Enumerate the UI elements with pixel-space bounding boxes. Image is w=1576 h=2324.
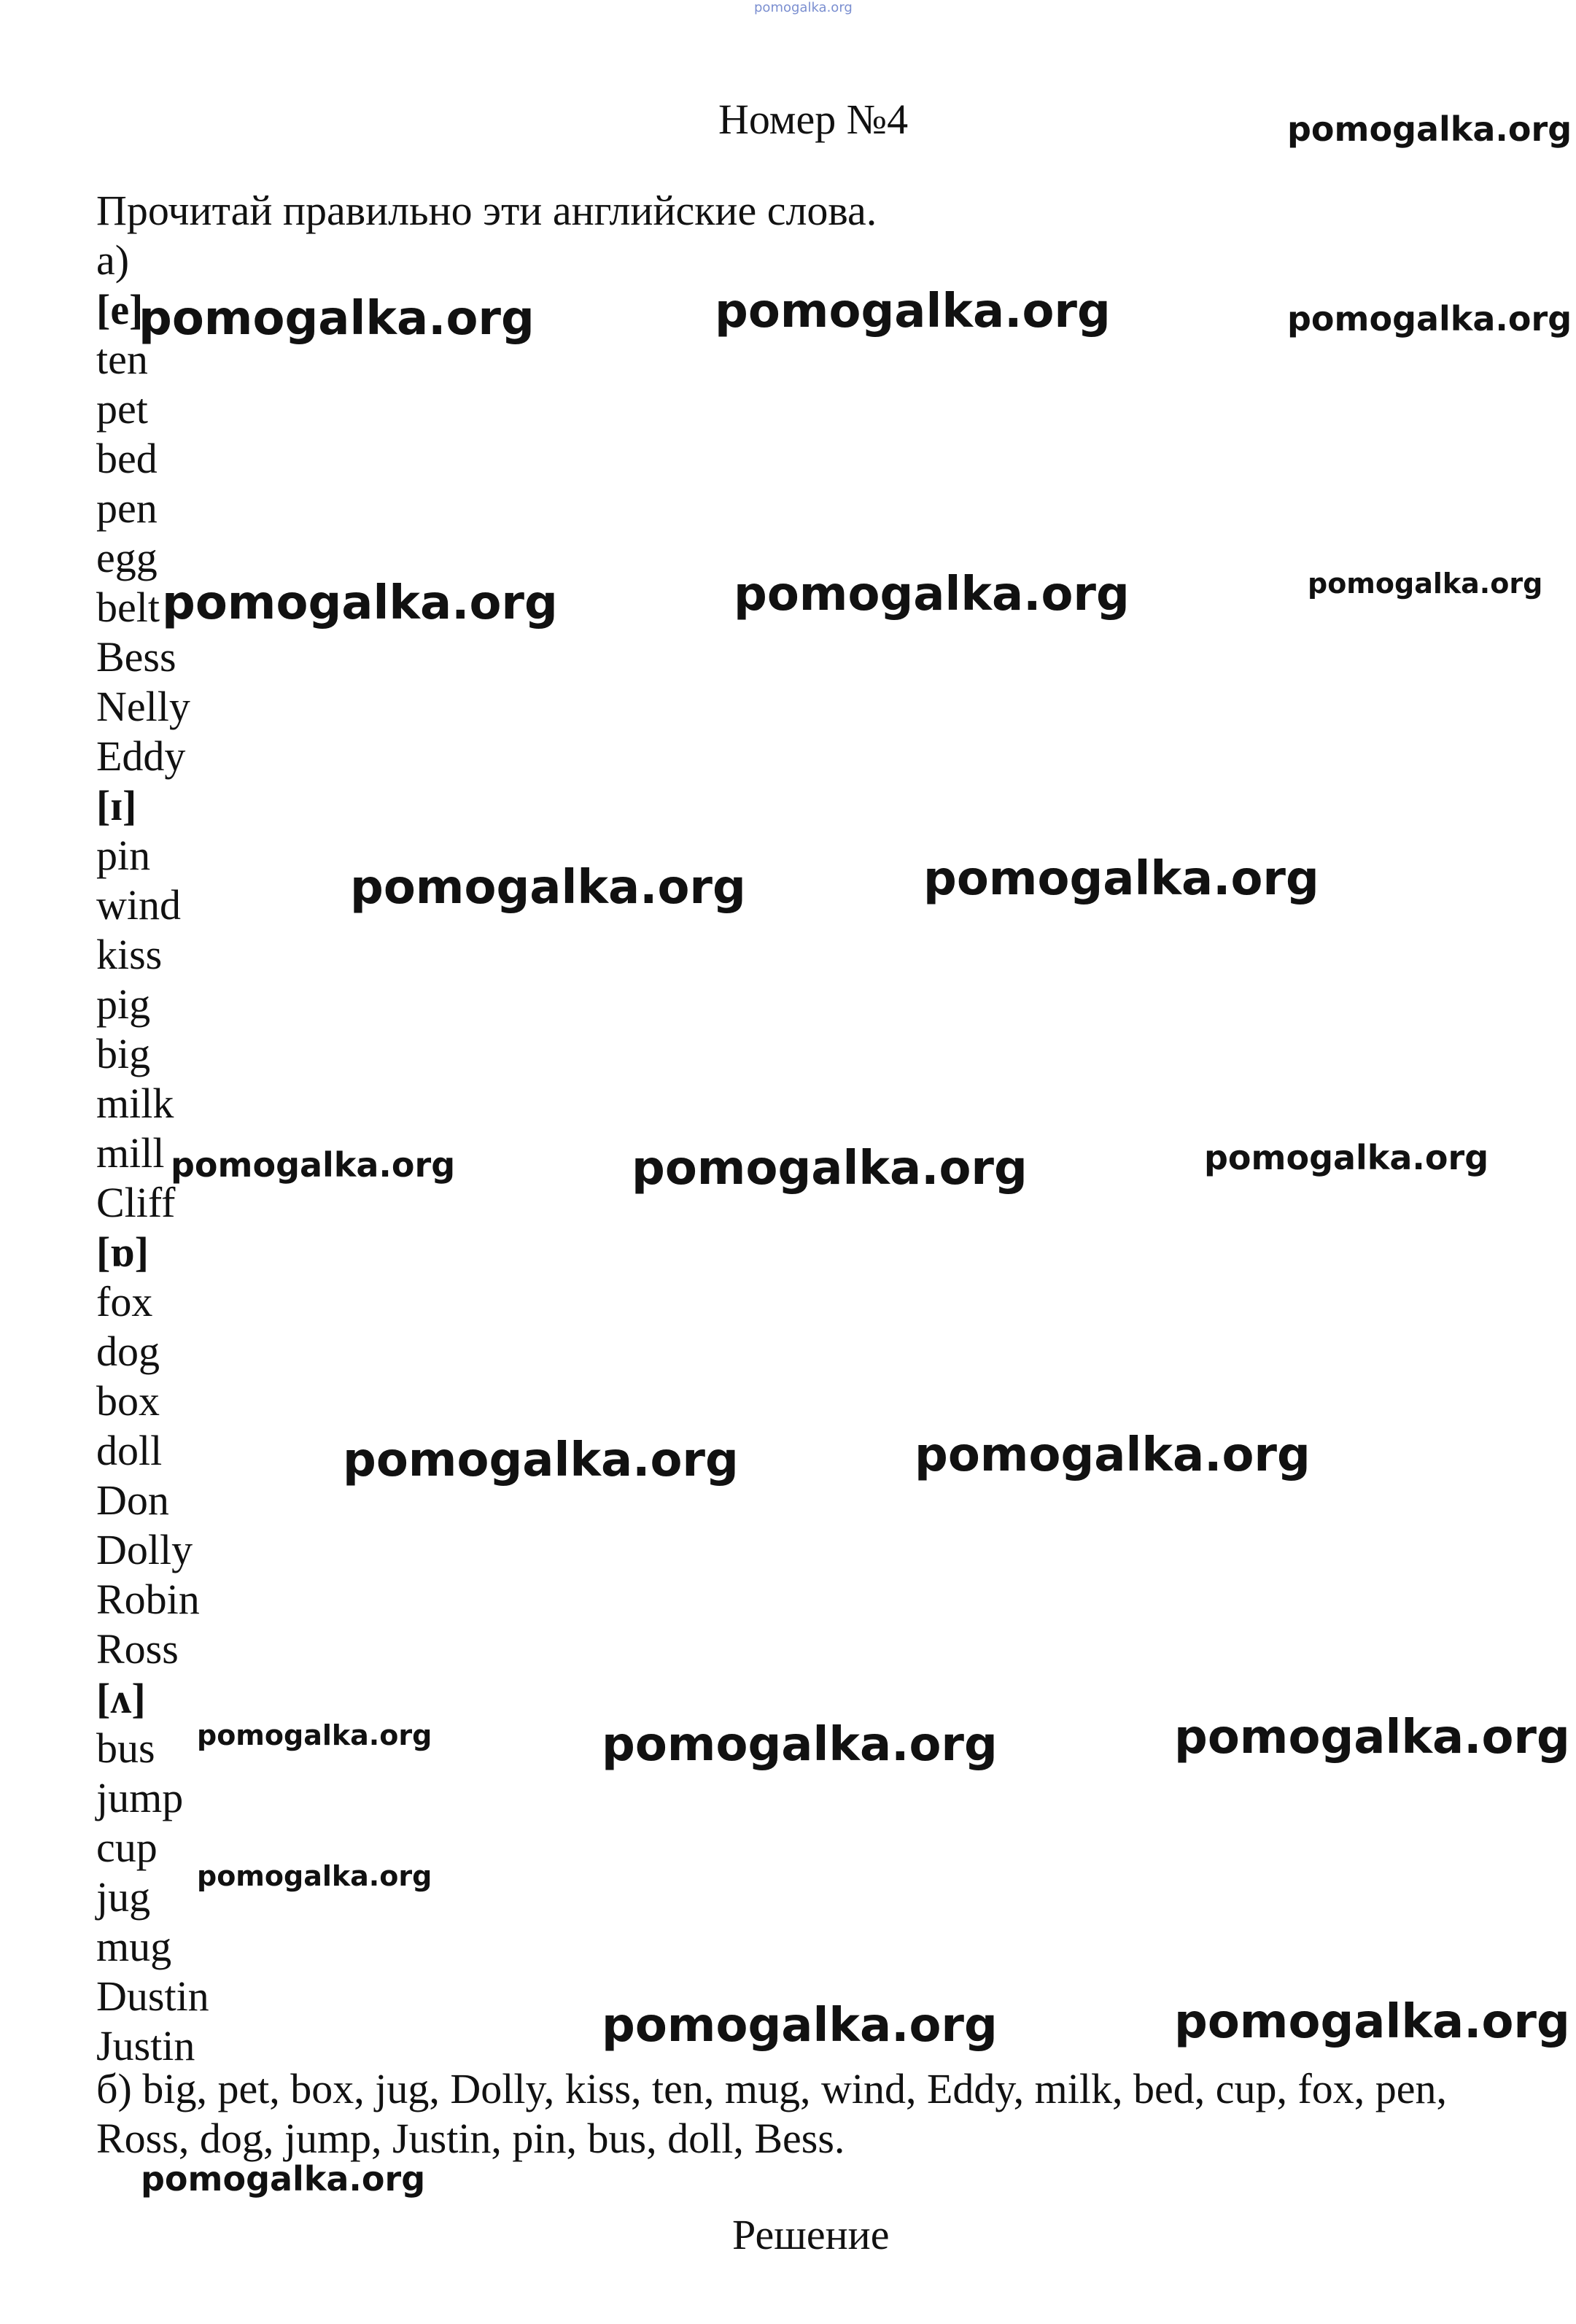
watermark: pomogalka.org [1287,109,1572,149]
list-item: dog [96,1328,160,1375]
list-item: jug [96,1873,151,1921]
list-item: pin [96,832,151,879]
list-item: Cliff [96,1179,176,1226]
list-item: pig [96,980,151,1028]
watermark: pomogalka.org [923,852,1319,906]
top-watermark: pomogalka.org [754,0,853,15]
section-a-label: а) [96,236,130,284]
list-item: kiss [96,931,163,978]
watermark: pomogalka.org [343,1433,739,1487]
list-item: Justin [96,2022,195,2069]
watermark: pomogalka.org [1308,568,1543,600]
watermark: pomogalka.org [1174,1711,1570,1765]
list-item: belt [96,584,160,631]
watermark: pomogalka.org [602,1999,998,2053]
list-item: pet [96,385,148,433]
phonetic-heading: [ʌ] [96,1675,146,1722]
list-item: milk [96,1080,174,1127]
list-item: Nelly [96,683,190,730]
list-item: Don [96,1476,169,1524]
phonetic-heading: [ɒ] [96,1228,149,1276]
list-item: bus [96,1724,155,1772]
watermark: pomogalka.org [734,568,1130,621]
watermark: pomogalka.org [171,1145,456,1185]
list-item: pen [96,484,158,532]
watermark: pomogalka.org [197,1719,432,1751]
watermark: pomogalka.org [162,576,558,630]
page-title: Номер №4 [718,96,909,143]
watermark: pomogalka.org [915,1428,1311,1482]
list-item: bed [96,435,158,482]
list-item: ten [96,336,148,383]
list-item: Dolly [96,1526,193,1573]
list-item: egg [96,534,158,581]
watermark: pomogalka.org [139,292,535,346]
watermark: pomogalka.org [715,284,1111,338]
phonetic-heading: [ɪ] [96,782,137,829]
section-b-paragraph: б) big, pet, box, jug, Dolly, kiss, ten, mug, wind, Eddy, milk, bed, cup, fox, pen, Ross, dog, jump, Justin, pin, bus, doll, Bess. [96,2065,1448,2162]
watermark: pomogalka.org [1174,1995,1570,2049]
instruction-text: Прочитай правильно эти английские слова. [96,187,877,234]
list-item: big [96,1030,151,1077]
list-item: box [96,1377,160,1425]
list-item: Robin [96,1576,200,1623]
list-item: fox [96,1278,153,1325]
list-item: Ross [96,1625,179,1673]
solution-heading: Решение [732,2211,890,2258]
watermark: pomogalka.org [632,1142,1028,1196]
list-item: wind [96,881,181,929]
list-item: mill [96,1129,165,1177]
list-item: jump [96,1774,184,1821]
list-item: mug [96,1923,172,1970]
list-item: Bess [96,633,176,681]
watermark: pomogalka.org [1287,299,1572,338]
phonetic-heading: [e] [96,286,144,333]
watermark: pomogalka.org [350,861,746,915]
list-item: doll [96,1427,163,1474]
watermark: pomogalka.org [197,1860,432,1892]
watermark: pomogalka.org [1204,1138,1489,1177]
watermark: pomogalka.org [141,2159,426,2199]
list-item: Eddy [96,732,186,780]
list-item: cup [96,1824,158,1871]
list-item: Dustin [96,1972,209,2020]
watermark: pomogalka.org [602,1718,998,1772]
